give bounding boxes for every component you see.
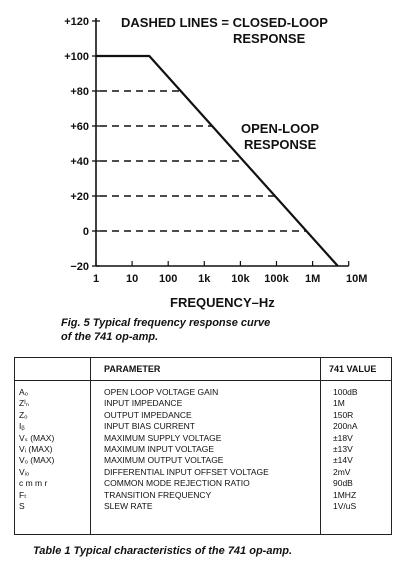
header-parameter: PARAMETER	[104, 364, 161, 374]
table-row	[15, 398, 391, 409]
row-symbol: c m m r	[19, 478, 48, 489]
row-value: 150R	[333, 409, 354, 420]
table-row	[15, 478, 391, 489]
table-row	[15, 433, 391, 444]
row-parameter: COMMON MODE REJECTION RATIO	[104, 478, 250, 489]
figure-caption	[61, 316, 351, 344]
figure-caption-line2: of the 741 op-amp.	[61, 331, 159, 343]
header-value: 741 VALUE	[329, 364, 377, 374]
x-tick-label: 1k	[198, 273, 211, 285]
header-divider	[15, 380, 391, 381]
row-value: 2mV	[333, 466, 351, 477]
x-tick-label: 10	[125, 273, 139, 285]
row-value: 1V/uS	[333, 501, 357, 511]
table-caption: Table 1 Typical characteristics of the 741 op-amp.	[33, 545, 292, 557]
y-tick-label: +60	[70, 121, 89, 133]
row-value: ±18V	[333, 432, 353, 443]
row-parameter: SLEW RATE	[104, 501, 153, 511]
y-tick-label: +120	[64, 16, 89, 28]
row-symbol: Zₒ	[19, 409, 28, 420]
row-value: 1MHZ	[333, 489, 357, 500]
x-tick-label: 10k	[231, 273, 250, 285]
y-tick-label: +100	[64, 51, 89, 63]
open-loop-annotation-line2: RESPONSE	[244, 137, 317, 152]
row-parameter: MAXIMUM INPUT VOLTAGE	[104, 444, 215, 454]
row-parameter: OUTPUT IMPEDANCE	[104, 409, 192, 420]
table-row	[15, 490, 391, 501]
table-row	[15, 421, 391, 432]
row-parameter: MAXIMUM SUPPLY VOLTAGE	[104, 432, 222, 443]
row-parameter: DIFFERENTIAL INPUT OFFSET VOLTAGE	[104, 466, 269, 477]
table-row	[15, 387, 391, 398]
y-tick-label: +20	[70, 191, 89, 203]
x-axis-label: FREQUENCY–Hz	[170, 295, 275, 310]
table-row	[15, 455, 391, 466]
y-tick-label: −20	[70, 261, 89, 273]
x-tick-label: 1M	[304, 273, 321, 285]
row-parameter: INPUT BIAS CURRENT	[104, 421, 195, 432]
y-tick-label: 0	[82, 226, 89, 238]
y-tick-label: +80	[70, 86, 89, 98]
row-symbol: Vᵢ (MAX)	[19, 444, 53, 454]
row-parameter: MAXIMUM OUTPUT VOLTAGE	[104, 455, 224, 466]
row-symbol: Iᵦ	[19, 421, 25, 432]
row-parameter: INPUT IMPEDANCE	[104, 398, 183, 409]
y-tick-label: +40	[70, 156, 89, 168]
row-symbol: A₀	[19, 387, 29, 397]
row-symbol: S	[19, 501, 25, 511]
x-tick-label: 10M	[345, 273, 368, 285]
x-tick-label: 100k	[264, 273, 289, 285]
table-row	[15, 444, 391, 455]
x-tick-label: 100	[159, 273, 178, 285]
dashed-lines-annotation-line2: RESPONSE	[233, 31, 306, 46]
characteristics-table	[14, 357, 392, 535]
row-symbol: Vᵢₒ	[19, 466, 30, 477]
x-tick-label: 1	[92, 273, 100, 285]
row-value: 100dB	[333, 387, 358, 397]
open-loop-curve	[96, 56, 338, 266]
figure-caption-line1: Fig. 5 Typical frequency response curve	[61, 317, 271, 329]
row-value: 90dB	[333, 478, 353, 489]
table-row	[15, 467, 391, 478]
row-parameter: OPEN LOOP VOLTAGE GAIN	[104, 387, 219, 397]
open-loop-annotation: OPEN-LOOP	[241, 121, 320, 136]
row-symbol: Fₜ	[19, 489, 27, 500]
row-value: 200nA	[333, 421, 358, 432]
row-parameter: TRANSITION FREQUENCY	[104, 489, 212, 500]
row-value: ±14V	[333, 455, 353, 466]
header-symbol	[15, 358, 90, 380]
row-symbol: Zᴵₙ	[19, 398, 29, 409]
row-symbol: Vₒ (MAX)	[19, 455, 55, 466]
row-value: ±13V	[333, 444, 353, 454]
table-row	[15, 410, 391, 421]
row-symbol: Vₛ (MAX)	[19, 432, 55, 443]
table-row	[15, 501, 391, 512]
dashed-lines-annotation: DASHED LINES = CLOSED-LOOP	[121, 15, 328, 30]
row-value: 1M	[333, 398, 345, 409]
